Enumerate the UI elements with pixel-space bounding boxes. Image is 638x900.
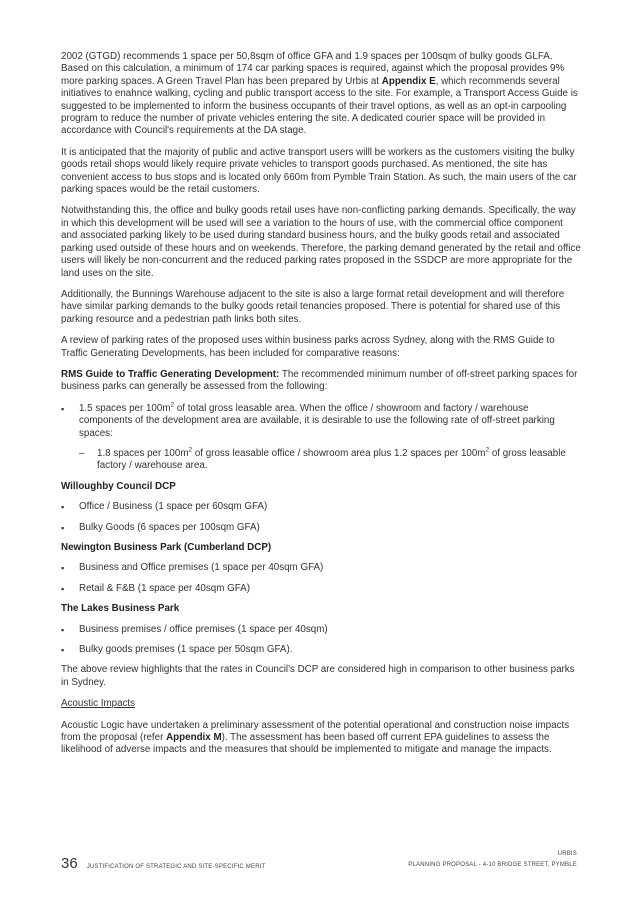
page-body [61, 51, 581, 766]
paragraph-review-conclusion: The above review highlights that the rates in Council's DCP are considered high in comparison to other business parks in Sydney. [61, 664, 575, 688]
page-number: 36 [61, 855, 78, 872]
paragraph-transport-users: It is anticipated that the majority of public and active transport users willl be workers as the customers visiting the bulky goods retail shops would likely require private vehicles to transport goods purchased. As mentioned, the site has convenient access to bus stops and is located only 660m from Pymble Train Station. As such, the main users of the car parking spaces would be the retail customers. [61, 146, 577, 196]
paragraph-parking-rates: 2002 (GTGD) recommends 1 space per 50,8sqm of office GFA and 1.9 spaces per 100sqm of bulky goods GLFA. Based on this calculation, a minimum of 174 car parking spaces is required, against which the proposal provides 9% more parking spaces. A Green Travel Plan has been prepared by Urbis at Appendix E, which recommends several initiatives to enahnce walking, cycling and public transport access to the site. For example, a Transport Access Guide is suggested to be implemented to inform the business occupants of their travel options, as well as an opt-in carpooling program to reduce the number of private vehicles entering the site. A dedicated courier space will be provided in accordance with Council's requirements at the DA stage. [61, 51, 578, 137]
willoughby-list [61, 501, 581, 534]
list-item: ▪ Business and Office premises (1 space per 40sqm GFA) [61, 562, 581, 574]
list-item: ▪ Business premises / office premises (1 space per 40sqm) [61, 624, 581, 636]
appendix-m-reference: Appendix M [166, 732, 222, 744]
lakes-list [61, 624, 581, 657]
newington-list [61, 562, 581, 595]
paragraph-bunnings: Additionally, the Bunnings Warehouse adjacent to the site is also a large format retail development and will therefore have similar parking demands to the bulky goods retail tenancies proposed. There is potential for shared use of this parking resource and a pedestrian path links both sites. [61, 288, 565, 325]
footer-right [408, 849, 577, 871]
acoustic-impacts-heading: Acoustic Impacts [61, 698, 136, 710]
rms-guide-heading: RMS Guide to Traffic Generating Development: [61, 368, 280, 380]
lakes-heading: The Lakes Business Park [61, 603, 180, 615]
newington-heading: Newington Business Park (Cumberland DCP) [61, 542, 272, 553]
paragraph-rms-guide: RMS Guide to Traffic Generating Development: The recommended minimum number of off-street parking spaces for business parks can generally be assessed from the following: [61, 368, 578, 393]
willoughby-heading: Willoughby Council DCP [61, 480, 176, 492]
list-item: ▪ Retail & F&B (1 space per 40sqm GFA) [61, 583, 581, 595]
list-item: ▪ 1.5 spaces per $100m^2$ of total gross leasable area. When the office / showroom and factory / warehouse components of the development area are available, it is desirable to use the following rate of off-street parking spaces: – 1.8 spaces per $100m^2$ of gross leasable office / showroom area plus 1.2 spaces per $100m^2$ of gross leasable factory / warehouse area. [61, 403, 581, 473]
appendix-e-reference: Appendix E [381, 75, 436, 87]
list-item: ▪ Bulky goods premises (1 space per 50sqm GFA). [61, 644, 581, 656]
paragraph-non-conflicting-demand: Notwithstanding this, the office and bulky goods retail uses have non-conflicting parking demands. Specifically, the way in which this development will be used will see a variation to the hours of use, with the commercial office component and associated parking likely to be used during standard business hours, and the bulky goods retail and associated parking used outside of these hours and on weekends. Therefore, the parking demand generated by the retail and office users will likely be non-concurrent and the reduced parking rates proposed in the SSDCP are more appropriate for the land uses on the site. [61, 205, 581, 279]
footer-section-title: JUSTIFICATION OF STRATEGIC AND SITE-SPECIFIC MERIT [86, 864, 266, 870]
rms-sub-list [79, 448, 581, 473]
paragraph-review-intro: A review of parking rates of the proposed uses within business parks across Sydney, along with the RMS Guide to Traffic Generating Developments, has been included for comparative reasons: [61, 335, 555, 359]
rms-bullet-list [61, 403, 581, 473]
footer-document-title: PLANNING PROPOSAL - 4-10 BRIDGE STREET, PYMBLE [408, 862, 577, 868]
paragraph-acoustic: Acoustic Logic have undertaken a preliminary assessment of the potential operational and construction noise impacts from the proposal (refer Appendix M). The assessment has been based off current EPA guidelines to assess the likelihood of adverse impacts and the measures that should be implemented to mitigate and manage the impacts. [61, 719, 570, 756]
footer-left [61, 855, 265, 872]
list-item: ▪ Office / Business (1 space per 60sqm GFA) [61, 501, 581, 513]
footer-company: URBIS [557, 851, 577, 857]
list-item: ▪ Bulky Goods (6 spaces per 100sqm GFA) [61, 522, 581, 534]
list-item: – 1.8 spaces per $100m^2$ of gross leasable office / showroom area plus 1.2 spaces per $100m^2$ of gross leasable factory / warehouse area. [79, 448, 581, 473]
